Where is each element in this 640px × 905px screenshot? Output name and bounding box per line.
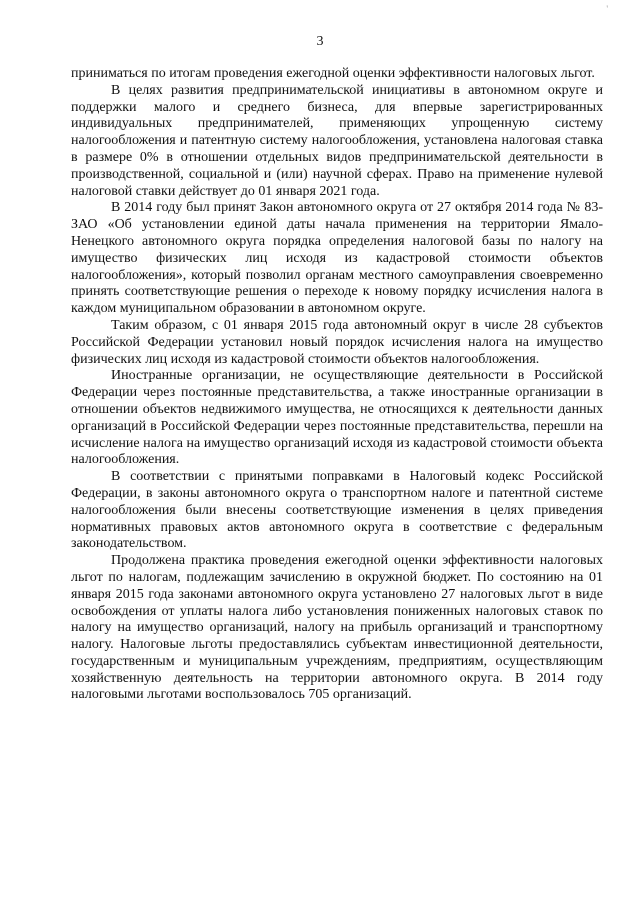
paragraph-tax-benefits: Продолжена практика проведения ежегодной оценки эффективности налоговых льгот по налогам, подлежащим зачислению в окружной бюджет. По состоянию на 01 января 2015 года законами автономного округа установлено 27 налоговых льгот в виде освобождения от уплаты налога либо установления пониженных налоговых ставок по налогу на имущество организаций, налогу на прибыль организаций и транспортному налогу. Налоговые льготы предоставлялись субъектам инвестиционной деятельности, государственным и муниципальным учреждениям, предприятиям, осуществляющим хозяйственную деятельность на территории автономного округа. В 2014 году налоговыми льготами воспользовалось 705 организаций. [71,553,603,703]
page-number: 3 [316,34,324,49]
paragraph-law-83-zao: В 2014 году был принят Закон автономного округа от 27 октября 2014 года № 83-ЗАО «Об установлении единой даты начала применения на территории Ямало-Ненецкого автономного округа порядка определения налоговой базы по налогу на имущество физических лиц исходя из кадастровой стоимости объектов налогообложения», который позволил органам местного самоуправления своевременно принять соответствующие решения о переходе к новому порядку исчисления налога в каждом муниципальном образовании в автономном округе. [71,200,603,317]
paragraph-tax-code-amendments: В соответствии с принятыми поправками в Налоговый кодекс Российской Федерации, в законы автономного округа о транспортном налоге и патентной системе налогообложения были внесены соответствующие изменения в целях приведения нормативных правовых актов автономного округа в соответствие с федеральным законодательством. [71,469,603,552]
paragraph-new-tax-order: Таким образом, с 01 января 2015 года автономный округ в числе 28 субъектов Российской Федерации установил новый порядок исчисления налога на имущество физических лиц исходя из кадастровой стоимости объектов налогообложения. [71,317,603,367]
corner-mark: ' [606,4,608,14]
paragraph-business-initiative: В целях развития предпринимательской инициативы в автономном округе и поддержки малого и среднего бизнеса, для впервые зарегистрированных индивидуальных предпринимателей, применяющих упрощенную систему налогообложения и патентную систему налогообложения, установлена налоговая ставка в размере 0% в отношении отдельных видов предпринимательской деятельности в производственной, социальной и (или) научной сферах. Право на применение нулевой налоговой ставки действует до 01 января 2021 года. [71,82,603,199]
paragraph-foreign-organizations: Иностранные организации, не осуществляющие деятельности в Российской Федерации через постоянные представительства, а также иностранные организации в отношении объектов недвижимого имущества, не относящихся к деятельности данных организаций в Российской Федерации через постоянные представительства, перешли на исчисление налога на имущество организаций исходя из кадастровой стоимости объекта налогообложения. [71,368,603,468]
paragraph-continuation: приниматься по итогам проведения ежегодной оценки эффективности налоговых льгот. [71,66,595,81]
document-body [71,66,603,704]
